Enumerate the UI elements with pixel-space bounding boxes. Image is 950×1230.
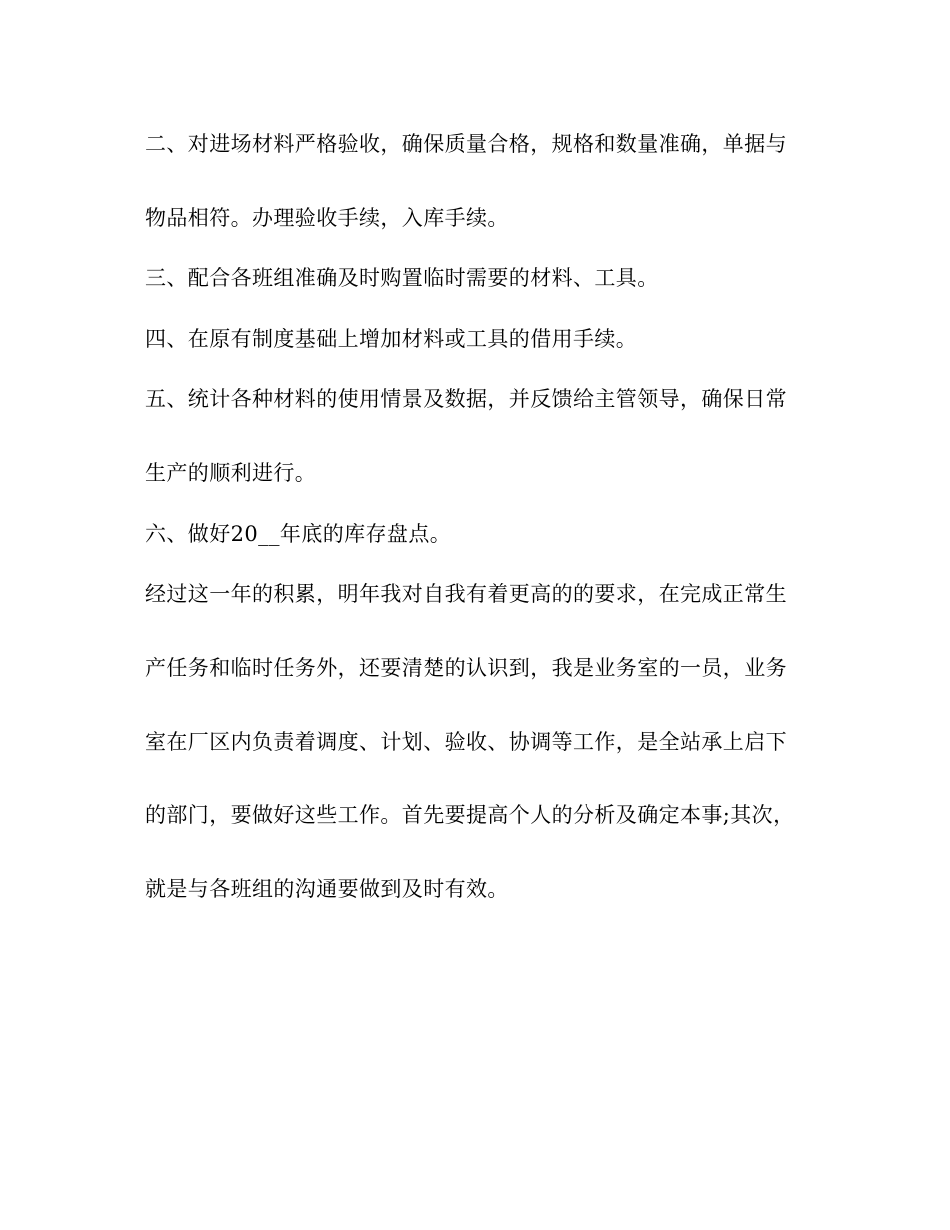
text-line: 物品相符。办理验收手续，入库手续。 (145, 206, 509, 230)
text-line: 的部门，要做好这些工作。首先要提高个人的分析及确定本事;其次， (145, 803, 795, 827)
text-line: 室在厂区内负责着调度、计划、验收、协调等工作，是全站承上启下 (145, 730, 787, 754)
text-line: 产任务和临时任务外，还要清楚的认识到，我是业务室的一员，业务 (145, 656, 787, 680)
text-line: 五、统计各种材料的使用情景及数据，并反馈给主管领导，确保日常 (145, 387, 787, 411)
text-line: 四、在原有制度基础上增加材料或工具的借用手续。 (145, 327, 638, 351)
text-line: 就是与各班组的沟通要做到及时有效。 (145, 877, 509, 901)
text-line: 生产的顺利进行。 (145, 461, 317, 485)
text-line: 三、配合各班组准确及时购置临时需要的材料、工具。 (145, 266, 659, 290)
text-line: 经过这一年的积累，明年我对自我有着更高的的要求，在完成正常生 (145, 582, 787, 606)
text-line: 二、对进场材料严格验收，确保质量合格，规格和数量准确，单据与 (145, 132, 787, 156)
text-line: 六、做好20__年底的库存盘点。 (145, 522, 452, 546)
